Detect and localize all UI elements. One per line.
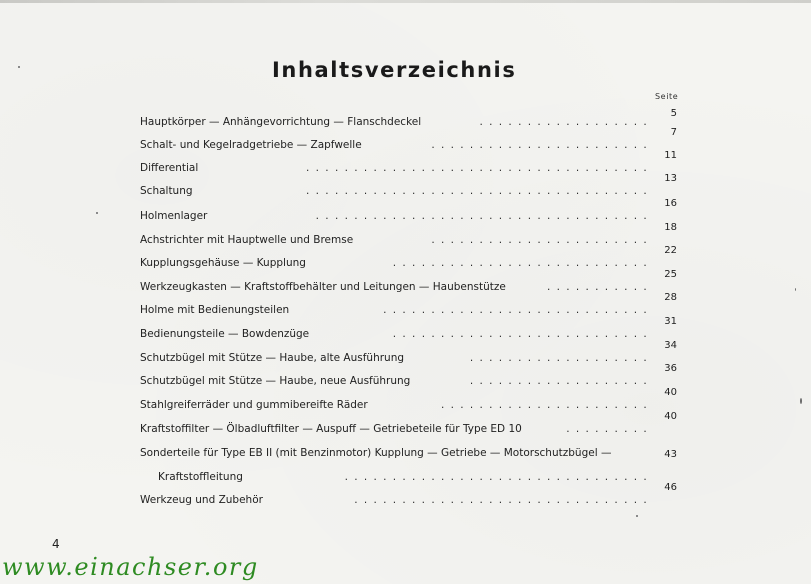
toc-entry-title-line2: Kraftstoffleitung [158,471,243,483]
toc-entry-page: 46 [664,482,677,493]
toc-entry [140,482,685,506]
toc-entry-page: 22 [664,245,677,256]
toc-entry-title: Schutzbügel mit Stütze — Haube, alte Ausführung [140,352,405,364]
paper-speck [18,66,20,68]
paper-speck [800,398,802,404]
toc-entry-leader-dots: .................................... [306,162,653,174]
page-number: 4 [52,537,60,551]
website-watermark: www.einachser.org [2,553,259,581]
toc-entry-leader-dots: ....................... [431,234,653,246]
toc-entry-page: 40 [664,411,677,422]
toc-entry-leader-dots: ............................... [354,494,653,506]
toc-entry [140,292,685,316]
toc-entry-page: 25 [664,269,677,280]
toc-entry-page: 11 [664,150,677,161]
toc-entry [140,340,685,364]
toc-entry-title: Schaltung [140,185,193,197]
toc-entry-title: Sonderteile für Type EB II (mit Benzinmotor) Kupplung — Getriebe — Motorschutzbügel — [140,447,612,459]
toc-entry-leader-dots: .................. [479,116,653,128]
page-title: Inhaltsverzeichnis [272,58,517,82]
toc-entry [140,198,685,222]
toc-entry-page: 34 [664,340,677,351]
toc-entry-leader-dots: ........... [546,281,653,293]
toc-entry-leader-dots: .................................... [306,185,653,197]
toc-entry-leader-dots: ...................... [440,399,653,411]
toc-entry-leader-dots: ........................... [392,257,653,269]
paper-speck [96,212,98,214]
paper-speck [795,288,796,291]
toc-entry [140,173,685,197]
toc-entry [140,363,685,387]
toc-entry-title: Werkzeug und Zubehör [140,494,263,506]
toc-entry-continuation [140,463,685,483]
toc-entry-title: Schutzbügel mit Stütze — Haube, neue Ausführung [140,375,411,387]
toc-entry-title: Stahlgreiferräder und gummibereifte Räder [140,399,368,411]
toc-entry-leader-dots: ................... [469,375,653,387]
toc-entry-leader-dots: ........................... [392,328,653,340]
toc-entry-leader-dots: ................................... [315,210,653,222]
toc-entry-page: 36 [664,363,677,374]
toc-entry-page: 7 [670,127,677,138]
toc-entry [140,127,685,151]
toc-entry-title: Achstrichter mit Hauptwelle und Bremse [140,234,354,246]
toc-entry-title: Differential [140,162,199,174]
toc-entry [140,387,685,411]
toc-entry-title: Holmenlager [140,210,208,222]
toc-entry-title: Holme mit Bedienungsteilen [140,304,290,316]
toc-entry-leader-dots: ................... [469,352,653,364]
toc-entry-page: 13 [664,173,677,184]
toc-entry-title: Bedienungsteile — Bowdenzüge [140,328,310,340]
toc-entry [140,222,685,246]
page-top-edge [0,0,811,3]
toc-entry [140,269,685,293]
toc-entry-leader-dots: ....................... [431,139,653,151]
toc-entry-title: Hauptkörper — Anhängevorrichtung — Flanschdeckel [140,116,422,128]
toc-entry-leader-dots: ............................ [383,304,653,316]
toc-entry-leader-dots: ......... [566,423,653,435]
toc-entry-page: 40 [664,387,677,398]
toc-entry-page: 5 [670,108,677,119]
toc-entry-title: Kupplungsgehäuse — Kupplung [140,257,306,269]
toc-entry-page: 28 [664,292,677,303]
toc-entry-leader-dots: ................................ [344,471,653,483]
toc-entry-page: 43 [664,449,677,460]
toc-entry [140,316,685,340]
toc-entry [140,245,685,269]
toc-entry-page: 31 [664,316,677,327]
toc-entry [140,108,685,128]
toc-entry [140,150,685,174]
toc-entry [140,439,685,459]
toc-entry-title: Schalt- und Kegelradgetriebe — Zapfwelle [140,139,362,151]
paper-speck [636,515,638,517]
toc-entry-page: 16 [664,198,677,209]
toc-entry-title: Werkzeugkasten — Kraftstoffbehälter und Leitungen — Haubenstütze [140,281,506,293]
page-column-header: Seite [655,92,679,101]
toc-entry [140,411,685,435]
toc-entry-title: Kraftstoffilter — Ölbadluftfilter — Auspuff — Getriebeteile für Type ED 10 [140,423,522,435]
toc-entry-page: 18 [664,222,677,233]
